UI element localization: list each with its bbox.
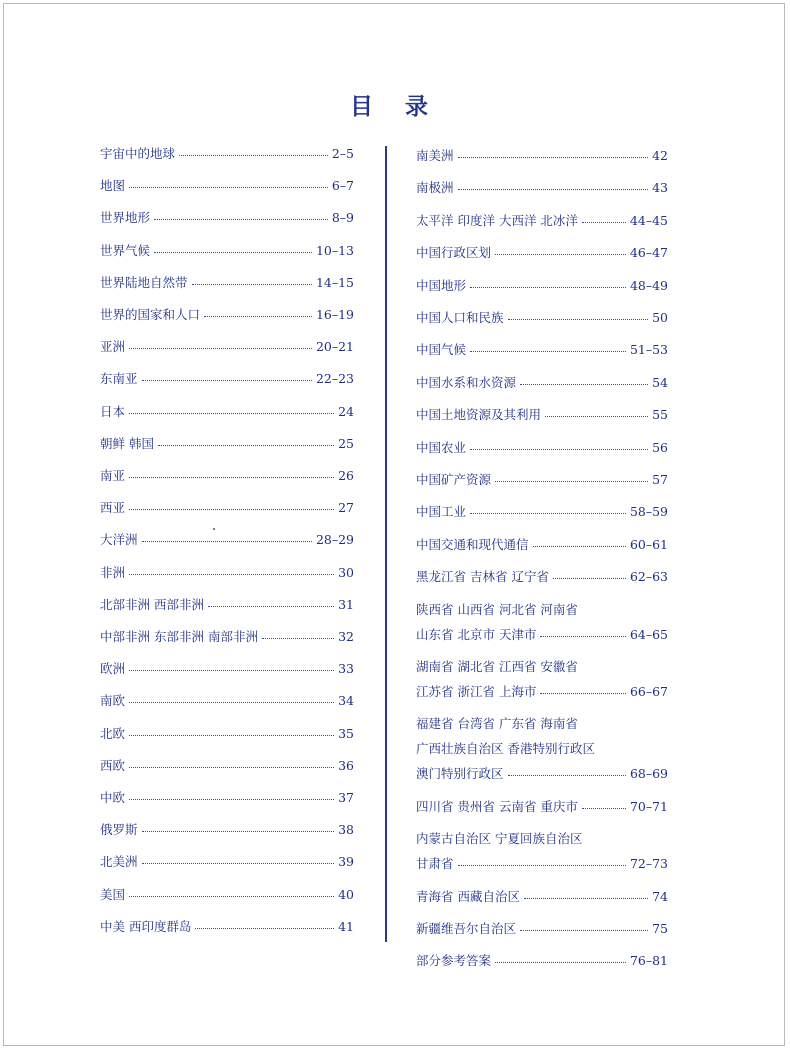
- toc-entry-page: 76–81: [629, 953, 668, 969]
- dot-leader: [520, 920, 648, 931]
- toc-entry[interactable]: [416, 799, 668, 815]
- toc-entry-page: 30: [338, 564, 354, 580]
- toc-entry-page: 64–65: [629, 626, 668, 642]
- toc-entry-page: 8–9: [331, 210, 354, 226]
- toc-entry[interactable]: [416, 921, 668, 937]
- toc-entry-label: 日本: [100, 403, 126, 419]
- toc-entry-label: 宇宙中的地球: [100, 146, 176, 161]
- toc-entry[interactable]: [416, 504, 668, 520]
- toc-entry-page: 36: [338, 757, 354, 773]
- toc-entry-label: 中国土地资源及其利用: [416, 407, 542, 423]
- toc-entry-page: 68–69: [629, 766, 668, 782]
- toc-entry-label: 中国水系和水资源: [416, 374, 517, 390]
- toc-entry-label: 中国农业: [416, 439, 467, 455]
- dot-leader: [524, 888, 648, 899]
- toc-entry-label: 中国行政区划: [416, 245, 492, 261]
- page-title: 目 录: [349, 94, 440, 120]
- toc-entry-label: 俄罗斯: [100, 822, 138, 838]
- toc-entry-label: 南亚: [100, 468, 126, 483]
- toc-entry-page: 75: [652, 921, 668, 936]
- dot-leader: [470, 341, 626, 352]
- dot-leader: [508, 765, 626, 776]
- toc-entry-label: 南极洲: [416, 180, 454, 196]
- toc-entry-page: 28–29: [315, 532, 354, 548]
- toc-entry-page: 25: [338, 435, 354, 451]
- toc-entry-label-line: 陕西省 山西省 河北省 河南省: [416, 601, 578, 617]
- toc-entry-label: 中国地形: [416, 277, 467, 293]
- toc-entry-label-line: 湖南省 湖北省 江西省 安徽省: [416, 659, 578, 674]
- toc-entry-label: 世界气候: [100, 242, 151, 258]
- toc-entry-page: 10–13: [315, 242, 354, 258]
- toc-entry-page: 41: [338, 918, 354, 934]
- toc-entry-page: 46–47: [629, 245, 668, 261]
- toc-entry[interactable]: [416, 889, 668, 905]
- toc-entry-label: 江苏省 浙江省 上海市: [416, 684, 537, 699]
- toc-entry[interactable]: [416, 440, 668, 456]
- toc-entry-page: 74: [652, 888, 668, 904]
- dot-leader: [540, 626, 625, 637]
- toc-entry-page: 51–53: [629, 342, 668, 358]
- toc-entry[interactable]: [416, 310, 668, 326]
- toc-entry[interactable]: [416, 278, 668, 294]
- toc-entry-label: 四川省 贵州省 云南省 重庆市: [416, 798, 578, 814]
- toc-entry-label: 澳门特别行政区: [416, 766, 504, 782]
- toc-entry[interactable]: [416, 407, 668, 423]
- toc-entry-page: 20–21: [315, 339, 354, 355]
- toc-entry-label: 中国人口和民族: [416, 310, 504, 325]
- dot-leader: [458, 179, 649, 190]
- toc-entry-page: 58–59: [629, 504, 668, 520]
- toc-entry[interactable]: [416, 213, 668, 229]
- toc-entry-page: 66–67: [629, 684, 668, 699]
- dot-leader: [470, 439, 648, 450]
- toc-entry-label: 北欧: [100, 725, 126, 741]
- toc-entry-page: 57: [652, 472, 668, 487]
- dot-leader: [470, 503, 626, 514]
- toc-entry-label: 中美 西印度群岛: [100, 918, 192, 934]
- dot-leader: [495, 471, 648, 482]
- toc-entry-page: 32: [338, 629, 354, 644]
- toc-entry-page: 55: [652, 407, 668, 423]
- toc-entry-label: 北部非洲 西部非洲: [100, 596, 204, 612]
- toc-entry-label-line: 福建省 台湾省 广东省 海南省: [416, 716, 578, 732]
- toc-entry-label-line: 内蒙古自治区 宁夏回族自治区: [416, 831, 583, 847]
- toc-entry-label: 部分参考答案: [416, 953, 492, 969]
- toc-entry-label: 太平洋 印度洋 大西洋 北冰洋: [416, 212, 578, 228]
- toc-entry-label: 甘肃省: [416, 856, 454, 872]
- toc-entry-page: 56: [652, 439, 668, 455]
- toc-entry-label: 地图: [100, 178, 126, 194]
- toc-entry[interactable]: [416, 856, 668, 872]
- toc-entry[interactable]: [416, 627, 668, 643]
- toc-entry-page: 22–23: [315, 371, 354, 387]
- toc-entry-label: 非洲: [100, 564, 126, 580]
- toc-entry-page: 34: [338, 693, 354, 709]
- toc-entry-page: 62–63: [629, 569, 668, 585]
- toc-entry[interactable]: [416, 472, 668, 488]
- toc-entry-page: 16–19: [315, 307, 354, 322]
- toc-entry-page: 44–45: [629, 212, 668, 228]
- toc-entry-label: 亚洲: [100, 339, 126, 355]
- toc-entry-label: 中国气候: [416, 342, 467, 358]
- toc-entry-page: 33: [338, 661, 354, 677]
- toc-entry-page: 27: [338, 500, 354, 516]
- toc-entry-page: 70–71: [629, 798, 668, 814]
- toc-entry[interactable]: [416, 953, 668, 969]
- toc-entry-page: 2–5: [331, 146, 354, 161]
- toc-entry-label: 中欧: [100, 790, 126, 805]
- dot-leader: [582, 798, 626, 809]
- toc-entry[interactable]: [416, 375, 668, 391]
- toc-entry-label: 青海省 西藏自治区: [416, 888, 520, 904]
- toc-entry-page: 38: [338, 822, 354, 838]
- dot-leader: [495, 952, 626, 963]
- toc-entry-page: 31: [338, 596, 354, 612]
- dot-leader: [545, 406, 648, 417]
- toc-entry-page: 14–15: [315, 274, 354, 290]
- toc-entry-page: 26: [338, 468, 354, 483]
- toc-entry-page: 72–73: [629, 856, 668, 872]
- toc-entry-label: 美国: [100, 886, 126, 902]
- toc-entry-label: 世界的国家和人口: [100, 307, 201, 322]
- toc-entry-label: 黑龙江省 吉林省 辽宁省: [416, 569, 549, 585]
- dot-leader: [470, 277, 626, 288]
- toc-entry[interactable]: [416, 148, 668, 164]
- toc-entry-label: 欧洲: [100, 661, 126, 677]
- toc-entry-page: 50: [652, 310, 668, 325]
- toc-entry-label: 世界陆地自然带: [100, 274, 188, 290]
- toc-entry-label: 新疆维吾尔自治区: [416, 921, 517, 936]
- toc-entry-page: 42: [652, 148, 668, 163]
- toc-entry-label: 中国矿产资源: [416, 472, 492, 487]
- toc-entry[interactable]: [416, 245, 668, 261]
- dot-leader: [533, 536, 626, 547]
- toc-entry-label: 中国交通和现代通信: [416, 536, 529, 552]
- toc-entry-label-line: 广西壮族自治区 香港特别行政区: [416, 741, 595, 757]
- dot-leader: [553, 568, 626, 579]
- toc-entry[interactable]: [416, 180, 668, 196]
- toc-entry-label: 西欧: [100, 757, 126, 773]
- dot-leader: [540, 683, 625, 694]
- toc-entry-label: 世界地形: [100, 210, 151, 226]
- toc-entry[interactable]: [416, 766, 668, 782]
- toc-entry-page: 37: [338, 790, 354, 805]
- toc-entry-label: 山东省 北京市 天津市: [416, 626, 537, 642]
- dot-leader: [520, 374, 648, 385]
- toc-entry-label: 南美洲: [416, 148, 454, 163]
- dot-leader: [458, 147, 649, 158]
- toc-entry-label: 西亚: [100, 500, 126, 516]
- toc-entry-label: 朝鲜 韩国: [100, 435, 154, 451]
- toc-entry-page: 40: [338, 886, 354, 902]
- dot-leader: [458, 855, 626, 866]
- toc-entry[interactable]: [416, 537, 668, 553]
- toc-entry-page: 24: [338, 403, 354, 419]
- print-speck: [213, 528, 215, 530]
- toc-entry-page: 35: [338, 725, 354, 741]
- toc-entry[interactable]: [416, 684, 668, 700]
- toc-entry-page: 43: [652, 180, 668, 196]
- toc-entry-label: 大洋洲: [100, 532, 138, 548]
- toc-entry-page: 6–7: [331, 178, 354, 194]
- dot-leader: [495, 244, 626, 255]
- toc-entry-page: 48–49: [629, 277, 668, 293]
- toc-entry-label: 北美洲: [100, 854, 138, 870]
- toc-entry-page: 60–61: [629, 536, 668, 552]
- toc-entry[interactable]: [416, 569, 668, 585]
- toc-entry-page: 54: [652, 374, 668, 390]
- dot-leader: [582, 212, 626, 223]
- toc-entry-label: 中部非洲 东部非洲 南部非洲: [100, 629, 258, 644]
- dot-leader: [508, 309, 649, 320]
- toc-entry-label: 南欧: [100, 693, 126, 709]
- toc-entry-label: 东南亚: [100, 371, 138, 387]
- toc-entry[interactable]: [416, 342, 668, 358]
- toc-entry-label: 中国工业: [416, 504, 467, 520]
- toc-entry-page: 39: [338, 854, 354, 870]
